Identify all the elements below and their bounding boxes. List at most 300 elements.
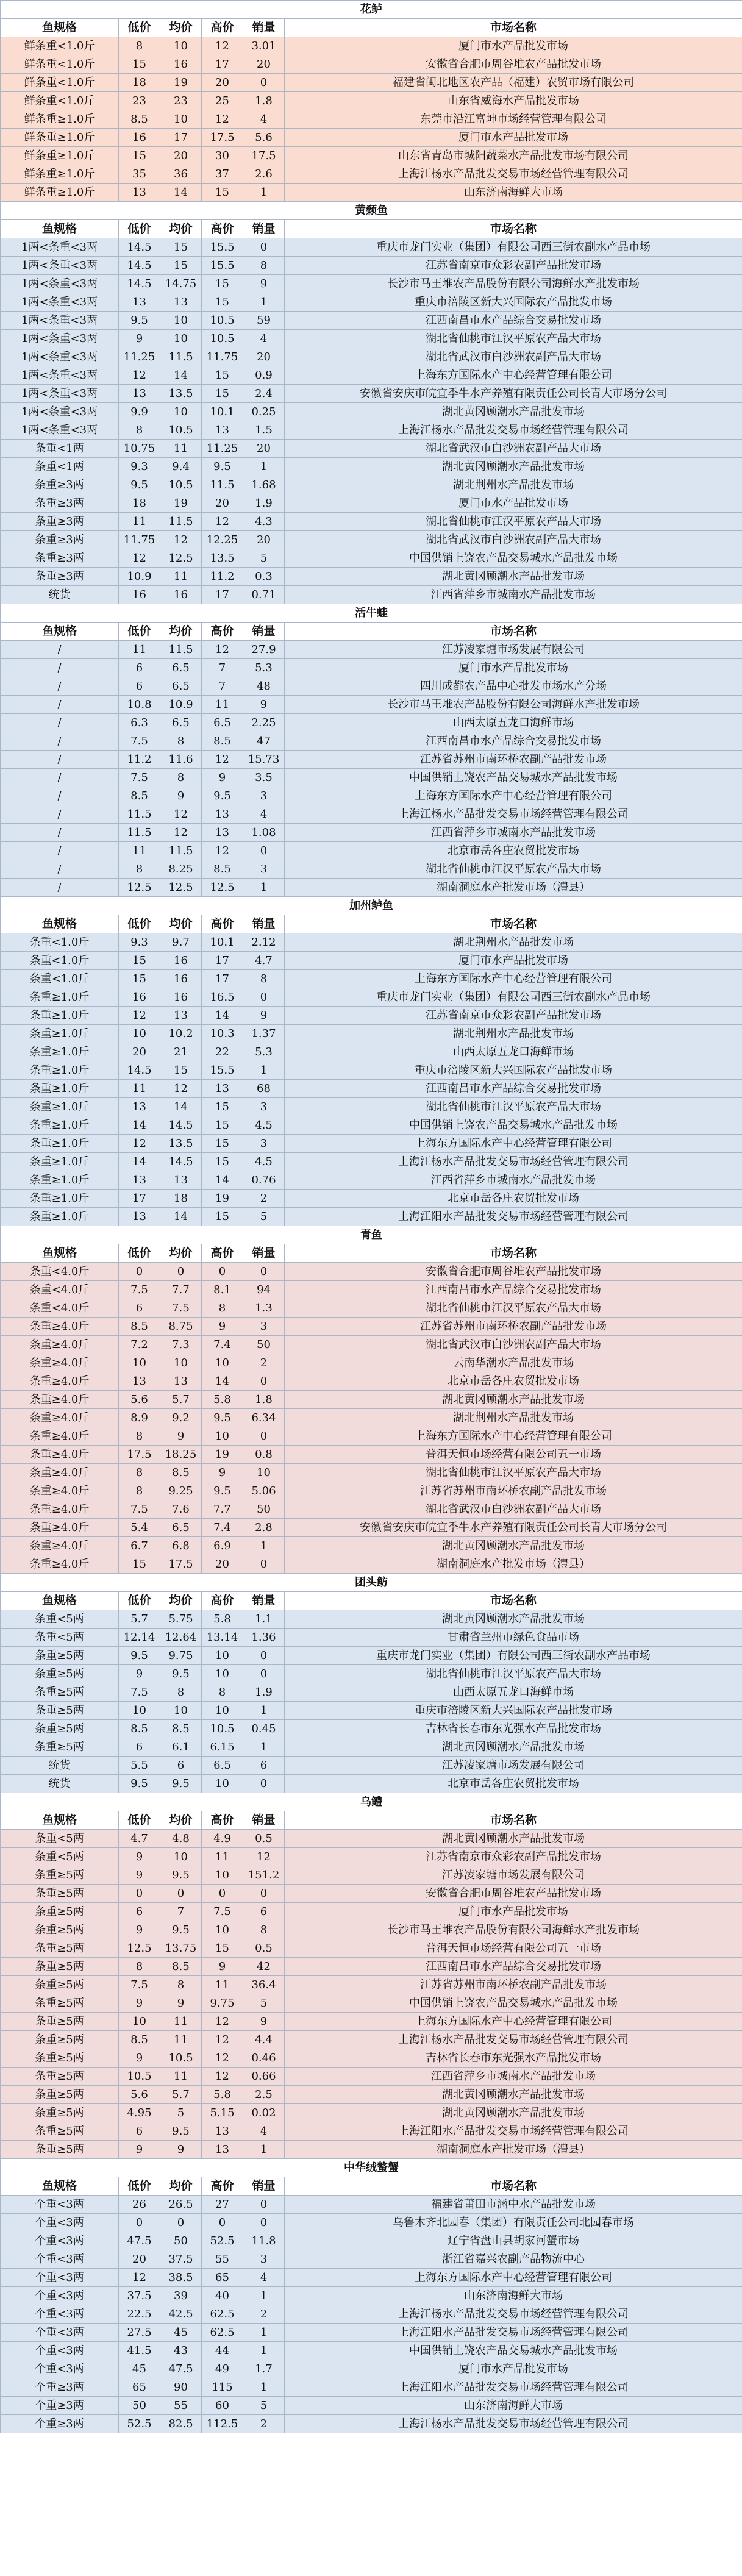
table-row bbox=[1, 2232, 742, 2250]
cell-high-price: 11.75 bbox=[202, 348, 243, 366]
cell-high-price: 6.5 bbox=[202, 1757, 243, 1775]
table-row bbox=[1, 2068, 742, 2086]
cell-volume: 9 bbox=[243, 696, 285, 714]
cell-spec: 条重≥4.0斤 bbox=[1, 1500, 119, 1519]
cell-spec: 条重≥5两 bbox=[1, 2104, 119, 2122]
cell-spec: 条重<1.0斤 bbox=[1, 933, 119, 952]
cell-avg-price: 50 bbox=[160, 2232, 202, 2250]
cell-high-price: 6.5 bbox=[202, 714, 243, 732]
table-row bbox=[1, 2031, 742, 2049]
cell-spec: 个重<3两 bbox=[1, 2196, 119, 2214]
cell-high-price: 10 bbox=[202, 1775, 243, 1793]
cell-low-price: 11 bbox=[119, 842, 160, 860]
cell-market: 湖北省仙桃市江汉平原农产品大市场 bbox=[285, 1464, 742, 1482]
section-title: 加州鲈鱼 bbox=[1, 897, 742, 915]
cell-avg-price: 16 bbox=[160, 988, 202, 1007]
header-low-price: 低价 bbox=[119, 623, 160, 641]
table-row bbox=[1, 1299, 742, 1318]
cell-market: 江苏省苏州市南环桥农副产品批发市场 bbox=[285, 1482, 742, 1500]
header-low-price: 低价 bbox=[119, 220, 160, 238]
cell-market: 江西南昌市水产品综合交易批发市场 bbox=[285, 1281, 742, 1299]
cell-spec: 条重≥5两 bbox=[1, 1683, 119, 1702]
cell-low-price: 9.9 bbox=[119, 403, 160, 421]
cell-low-price: 12.14 bbox=[119, 1629, 160, 1647]
cell-volume: 5.06 bbox=[243, 1482, 285, 1500]
cell-spec: 个重≥3两 bbox=[1, 2397, 119, 2415]
cell-avg-price: 9.5 bbox=[160, 2122, 202, 2141]
cell-avg-price: 36 bbox=[160, 165, 202, 184]
cell-volume: 0.25 bbox=[243, 403, 285, 421]
column-header-row bbox=[1, 2177, 742, 2196]
cell-low-price: 13 bbox=[119, 184, 160, 202]
cell-volume: 0.76 bbox=[243, 1171, 285, 1190]
cell-avg-price: 4.8 bbox=[160, 1830, 202, 1848]
cell-avg-price: 10.9 bbox=[160, 696, 202, 714]
cell-avg-price: 10.2 bbox=[160, 1025, 202, 1043]
cell-avg-price: 9.5 bbox=[160, 1866, 202, 1885]
cell-spec: 鲜条重≥1.0斤 bbox=[1, 129, 119, 147]
table-row bbox=[1, 2305, 742, 2324]
cell-market: 湖北省武汉市白沙洲农副产品大市场 bbox=[285, 531, 742, 549]
cell-spec: 1两<条重<3两 bbox=[1, 275, 119, 293]
cell-high-price: 5.8 bbox=[202, 2086, 243, 2104]
cell-low-price: 9.5 bbox=[119, 312, 160, 330]
cell-low-price: 10 bbox=[119, 1025, 160, 1043]
cell-avg-price: 12.5 bbox=[160, 549, 202, 568]
table-row bbox=[1, 1007, 742, 1025]
cell-low-price: 0 bbox=[119, 1885, 160, 1903]
cell-volume: 4.7 bbox=[243, 952, 285, 970]
cell-avg-price: 9.4 bbox=[160, 458, 202, 476]
cell-avg-price: 16 bbox=[160, 586, 202, 604]
cell-avg-price: 0 bbox=[160, 1885, 202, 1903]
cell-volume: 0 bbox=[243, 74, 285, 92]
cell-market: 上海江杨水产品批发交易市场经营管理有限公司 bbox=[285, 805, 742, 824]
cell-avg-price: 10 bbox=[160, 110, 202, 129]
header-low-price: 低价 bbox=[119, 19, 160, 37]
cell-market: 四川成都农产品中心批发市场水产分场 bbox=[285, 677, 742, 696]
cell-volume: 1 bbox=[243, 1537, 285, 1555]
section-title-row bbox=[1, 1226, 742, 1244]
cell-low-price: 65 bbox=[119, 2378, 160, 2397]
cell-market: 江西南昌市水产品综合交易批发市场 bbox=[285, 732, 742, 751]
header-volume: 销量 bbox=[243, 1592, 285, 1610]
cell-low-price: 10 bbox=[119, 1702, 160, 1720]
cell-volume: 1.3 bbox=[243, 1299, 285, 1318]
cell-volume: 17.5 bbox=[243, 147, 285, 165]
cell-low-price: 11 bbox=[119, 513, 160, 531]
header-high-price: 高价 bbox=[202, 1811, 243, 1830]
cell-spec: / bbox=[1, 860, 119, 879]
cell-high-price: 13 bbox=[202, 2122, 243, 2141]
header-low-price: 低价 bbox=[119, 1244, 160, 1263]
table-row bbox=[1, 696, 742, 714]
cell-high-price: 8 bbox=[202, 1299, 243, 1318]
table-row bbox=[1, 476, 742, 494]
cell-spec: 条重≥4.0斤 bbox=[1, 1464, 119, 1482]
cell-spec: 条重<1两 bbox=[1, 458, 119, 476]
cell-market: 上海江杨水产品批发交易市场经营管理有限公司 bbox=[285, 1153, 742, 1171]
cell-low-price: 8 bbox=[119, 1464, 160, 1482]
cell-market: 重庆市龙门实业（集团）有限公司西三街农副水产品市场 bbox=[285, 238, 742, 257]
cell-high-price: 15 bbox=[202, 385, 243, 403]
cell-market: 北京市岳各庄农贸批发市场 bbox=[285, 1190, 742, 1208]
cell-market: 中国供销上饶农产品交易城水产品批发市场 bbox=[285, 1994, 742, 2013]
cell-volume: 3.5 bbox=[243, 769, 285, 787]
header-low-price: 低价 bbox=[119, 1592, 160, 1610]
cell-low-price: 10.9 bbox=[119, 568, 160, 586]
cell-volume: 5 bbox=[243, 1994, 285, 2013]
table-row bbox=[1, 1994, 742, 2013]
cell-high-price: 7 bbox=[202, 659, 243, 677]
cell-spec: 个重<3两 bbox=[1, 2324, 119, 2342]
cell-high-price: 9 bbox=[202, 1464, 243, 1482]
cell-volume: 0 bbox=[243, 1555, 285, 1574]
cell-avg-price: 19 bbox=[160, 74, 202, 92]
cell-high-price: 27 bbox=[202, 2196, 243, 2214]
table-row bbox=[1, 2250, 742, 2269]
table-row bbox=[1, 74, 742, 92]
cell-volume: 50 bbox=[243, 1336, 285, 1354]
cell-low-price: 9 bbox=[119, 330, 160, 348]
cell-spec: 统货 bbox=[1, 1757, 119, 1775]
cell-high-price: 10 bbox=[202, 1702, 243, 1720]
cell-low-price: 22.5 bbox=[119, 2305, 160, 2324]
cell-volume: 6 bbox=[243, 1757, 285, 1775]
cell-market: 北京市岳各庄农贸批发市场 bbox=[285, 842, 742, 860]
cell-avg-price: 10 bbox=[160, 37, 202, 55]
table-row bbox=[1, 1683, 742, 1702]
table-row bbox=[1, 1610, 742, 1629]
cell-market: 山西太原五龙口海鲜市场 bbox=[285, 1043, 742, 1061]
cell-avg-price: 45 bbox=[160, 2324, 202, 2342]
cell-high-price: 15.5 bbox=[202, 1061, 243, 1080]
cell-spec: 条重<4.0斤 bbox=[1, 1263, 119, 1281]
header-high-price: 高价 bbox=[202, 1244, 243, 1263]
cell-volume: 12 bbox=[243, 1848, 285, 1866]
cell-volume: 1 bbox=[243, 1702, 285, 1720]
table-row bbox=[1, 1866, 742, 1885]
cell-volume: 20 bbox=[243, 440, 285, 458]
cell-volume: 1 bbox=[243, 184, 285, 202]
cell-low-price: 14.5 bbox=[119, 238, 160, 257]
cell-volume: 2.25 bbox=[243, 714, 285, 732]
cell-spec: 条重≥5两 bbox=[1, 2068, 119, 2086]
cell-avg-price: 6.8 bbox=[160, 1537, 202, 1555]
cell-spec: / bbox=[1, 659, 119, 677]
cell-market: 湖南洞庭水产批发市场（澧县） bbox=[285, 879, 742, 897]
header-avg-price: 均价 bbox=[160, 915, 202, 933]
cell-low-price: 5.4 bbox=[119, 1519, 160, 1537]
cell-volume: 0 bbox=[243, 1885, 285, 1903]
cell-low-price: 9.3 bbox=[119, 458, 160, 476]
cell-low-price: 18 bbox=[119, 74, 160, 92]
table-row bbox=[1, 1391, 742, 1409]
table-row bbox=[1, 1629, 742, 1647]
cell-high-price: 5.8 bbox=[202, 1391, 243, 1409]
cell-market: 湖北省仙桃市江汉平原农产品大市场 bbox=[285, 1299, 742, 1318]
cell-volume: 15.73 bbox=[243, 751, 285, 769]
cell-high-price: 17 bbox=[202, 952, 243, 970]
cell-volume: 0.45 bbox=[243, 1720, 285, 1738]
header-market: 市场名称 bbox=[285, 1811, 742, 1830]
cell-avg-price: 23 bbox=[160, 92, 202, 110]
cell-avg-price: 8 bbox=[160, 1976, 202, 1994]
cell-volume: 6 bbox=[243, 1903, 285, 1921]
cell-high-price: 12.25 bbox=[202, 531, 243, 549]
cell-volume: 27.9 bbox=[243, 641, 285, 659]
cell-avg-price: 6.5 bbox=[160, 714, 202, 732]
cell-high-price: 9 bbox=[202, 1318, 243, 1336]
cell-high-price: 52.5 bbox=[202, 2232, 243, 2250]
cell-avg-price: 14.75 bbox=[160, 275, 202, 293]
cell-low-price: 15 bbox=[119, 147, 160, 165]
cell-avg-price: 15 bbox=[160, 257, 202, 275]
cell-high-price: 9.75 bbox=[202, 1994, 243, 2013]
cell-spec: 1两<条重<3两 bbox=[1, 257, 119, 275]
cell-avg-price: 10 bbox=[160, 312, 202, 330]
column-header-row bbox=[1, 623, 742, 641]
cell-low-price: 9 bbox=[119, 1866, 160, 1885]
cell-spec: 1两<条重<3两 bbox=[1, 366, 119, 385]
cell-avg-price: 8.5 bbox=[160, 1464, 202, 1482]
cell-avg-price: 11 bbox=[160, 440, 202, 458]
header-avg-price: 均价 bbox=[160, 2177, 202, 2196]
cell-volume: 5 bbox=[243, 2397, 285, 2415]
table-row bbox=[1, 2415, 742, 2433]
cell-volume: 0 bbox=[243, 2214, 285, 2232]
table-row bbox=[1, 2378, 742, 2397]
cell-avg-price: 10 bbox=[160, 1848, 202, 1866]
cell-low-price: 9 bbox=[119, 2141, 160, 2159]
table-row bbox=[1, 238, 742, 257]
header-avg-price: 均价 bbox=[160, 623, 202, 641]
cell-market: 福建省闽北地区农产品（福建）农贸市场有限公司 bbox=[285, 74, 742, 92]
cell-high-price: 15 bbox=[202, 1098, 243, 1116]
cell-volume: 94 bbox=[243, 1281, 285, 1299]
cell-avg-price: 12 bbox=[160, 805, 202, 824]
cell-volume: 8 bbox=[243, 1921, 285, 1939]
cell-avg-price: 9.25 bbox=[160, 1482, 202, 1500]
cell-spec: 条重≥5两 bbox=[1, 1647, 119, 1665]
cell-spec: / bbox=[1, 842, 119, 860]
cell-spec: 条重≥1.0斤 bbox=[1, 1080, 119, 1098]
cell-high-price: 5.15 bbox=[202, 2104, 243, 2122]
table-row bbox=[1, 1958, 742, 1976]
cell-high-price: 30 bbox=[202, 147, 243, 165]
cell-avg-price: 9.5 bbox=[160, 1775, 202, 1793]
cell-volume: 4.4 bbox=[243, 2031, 285, 2049]
cell-spec: 条重≥5两 bbox=[1, 1939, 119, 1958]
cell-low-price: 11.25 bbox=[119, 348, 160, 366]
cell-high-price: 0 bbox=[202, 1885, 243, 1903]
cell-spec: 条重≥3两 bbox=[1, 568, 119, 586]
cell-low-price: 16 bbox=[119, 129, 160, 147]
cell-volume: 0.8 bbox=[243, 1446, 285, 1464]
cell-volume: 9 bbox=[243, 275, 285, 293]
cell-avg-price: 43 bbox=[160, 2342, 202, 2360]
cell-high-price: 55 bbox=[202, 2250, 243, 2269]
cell-volume: 50 bbox=[243, 1500, 285, 1519]
cell-avg-price: 10.5 bbox=[160, 476, 202, 494]
cell-high-price: 11 bbox=[202, 1848, 243, 1866]
cell-low-price: 14.5 bbox=[119, 257, 160, 275]
cell-spec: 条重≥1.0斤 bbox=[1, 1171, 119, 1190]
section-title: 活牛蛙 bbox=[1, 604, 742, 623]
cell-market: 江西省萍乡市城南水产品批发市场 bbox=[285, 1171, 742, 1190]
cell-avg-price: 11.5 bbox=[160, 348, 202, 366]
cell-low-price: 11.5 bbox=[119, 824, 160, 842]
cell-market: 厦门市水产品批发市场 bbox=[285, 129, 742, 147]
cell-high-price: 12 bbox=[202, 2049, 243, 2068]
cell-avg-price: 9.7 bbox=[160, 933, 202, 952]
table-row bbox=[1, 751, 742, 769]
table-row bbox=[1, 1116, 742, 1135]
cell-low-price: 7.5 bbox=[119, 1976, 160, 1994]
cell-volume: 3 bbox=[243, 1135, 285, 1153]
cell-volume: 3 bbox=[243, 787, 285, 805]
cell-high-price: 15 bbox=[202, 366, 243, 385]
cell-volume: 1 bbox=[243, 2141, 285, 2159]
cell-volume: 2.5 bbox=[243, 2086, 285, 2104]
cell-volume: 1.5 bbox=[243, 421, 285, 440]
cell-volume: 4.5 bbox=[243, 1153, 285, 1171]
cell-spec: 条重≥5两 bbox=[1, 2141, 119, 2159]
cell-high-price: 40 bbox=[202, 2287, 243, 2305]
header-volume: 销量 bbox=[243, 623, 285, 641]
cell-low-price: 8.9 bbox=[119, 1409, 160, 1427]
table-row bbox=[1, 257, 742, 275]
cell-volume: 1 bbox=[243, 2342, 285, 2360]
cell-low-price: 14.5 bbox=[119, 275, 160, 293]
table-row bbox=[1, 2214, 742, 2232]
cell-high-price: 13 bbox=[202, 1080, 243, 1098]
cell-high-price: 7.7 bbox=[202, 1500, 243, 1519]
cell-avg-price: 16 bbox=[160, 55, 202, 74]
cell-low-price: 17.5 bbox=[119, 1446, 160, 1464]
header-volume: 销量 bbox=[243, 915, 285, 933]
cell-market: 北京市岳各庄农贸批发市场 bbox=[285, 1372, 742, 1391]
cell-market: 厦门市水产品批发市场 bbox=[285, 494, 742, 513]
cell-market: 山东济南海鲜大市场 bbox=[285, 184, 742, 202]
cell-low-price: 12.5 bbox=[119, 879, 160, 897]
header-volume: 销量 bbox=[243, 1244, 285, 1263]
cell-market: 湖北黄冈顾潮水产品批发市场 bbox=[285, 2086, 742, 2104]
cell-avg-price: 8.5 bbox=[160, 1720, 202, 1738]
section-title: 中华绒螯蟹 bbox=[1, 2159, 742, 2177]
cell-low-price: 10 bbox=[119, 2013, 160, 2031]
table-body bbox=[1, 1, 742, 2433]
cell-low-price: 27.5 bbox=[119, 2324, 160, 2342]
cell-low-price: 12 bbox=[119, 1135, 160, 1153]
cell-low-price: 6 bbox=[119, 2122, 160, 2141]
header-avg-price: 均价 bbox=[160, 1592, 202, 1610]
cell-high-price: 8 bbox=[202, 1683, 243, 1702]
cell-avg-price: 12.5 bbox=[160, 879, 202, 897]
section-title-row bbox=[1, 1793, 742, 1811]
cell-volume: 48 bbox=[243, 677, 285, 696]
cell-volume: 1 bbox=[243, 1061, 285, 1080]
cell-low-price: 41.5 bbox=[119, 2342, 160, 2360]
cell-market: 湖南洞庭水产批发市场（澧县） bbox=[285, 1555, 742, 1574]
header-volume: 销量 bbox=[243, 2177, 285, 2196]
cell-high-price: 10 bbox=[202, 1665, 243, 1683]
cell-low-price: 50 bbox=[119, 2397, 160, 2415]
cell-spec: 条重≥5两 bbox=[1, 1994, 119, 2013]
cell-spec: 条重≥1.0斤 bbox=[1, 1208, 119, 1226]
table-row bbox=[1, 1903, 742, 1921]
table-row bbox=[1, 1098, 742, 1116]
table-row bbox=[1, 1446, 742, 1464]
cell-high-price: 15 bbox=[202, 1939, 243, 1958]
cell-spec: / bbox=[1, 787, 119, 805]
cell-market: 江西省萍乡市城南水产品批发市场 bbox=[285, 824, 742, 842]
cell-market: 上海东方国际水产中心经营管理有限公司 bbox=[285, 1427, 742, 1446]
header-high-price: 高价 bbox=[202, 2177, 243, 2196]
cell-low-price: 10.75 bbox=[119, 440, 160, 458]
cell-low-price: 47.5 bbox=[119, 2232, 160, 2250]
table-row bbox=[1, 2086, 742, 2104]
cell-market: 重庆市龙门实业（集团）有限公司西三街农副水产品市场 bbox=[285, 988, 742, 1007]
cell-market: 湖北黄冈顾潮水产品批发市场 bbox=[285, 458, 742, 476]
cell-low-price: 12 bbox=[119, 549, 160, 568]
cell-volume: 1.8 bbox=[243, 1391, 285, 1409]
cell-volume: 5.6 bbox=[243, 129, 285, 147]
cell-high-price: 16.5 bbox=[202, 988, 243, 1007]
cell-volume: 2 bbox=[243, 1190, 285, 1208]
table-row bbox=[1, 677, 742, 696]
table-row bbox=[1, 312, 742, 330]
cell-low-price: 6 bbox=[119, 1903, 160, 1921]
cell-market: 福建省莆田市涵中水产品批发市场 bbox=[285, 2196, 742, 2214]
table-row bbox=[1, 714, 742, 732]
cell-spec: 条重≥3两 bbox=[1, 549, 119, 568]
cell-volume: 4 bbox=[243, 330, 285, 348]
cell-spec: 个重<3两 bbox=[1, 2342, 119, 2360]
cell-market: 江苏省苏州市南环桥农副产品批发市场 bbox=[285, 1976, 742, 1994]
cell-low-price: 23 bbox=[119, 92, 160, 110]
cell-avg-price: 9 bbox=[160, 1994, 202, 2013]
cell-spec: 条重≥5两 bbox=[1, 1720, 119, 1738]
cell-volume: 0 bbox=[243, 2196, 285, 2214]
cell-low-price: 8.5 bbox=[119, 787, 160, 805]
cell-market: 江西省萍乡市城南水产品批发市场 bbox=[285, 586, 742, 604]
cell-low-price: 14 bbox=[119, 1153, 160, 1171]
cell-high-price: 12 bbox=[202, 751, 243, 769]
cell-volume: 5.3 bbox=[243, 1043, 285, 1061]
cell-market: 上海东方国际水产中心经营管理有限公司 bbox=[285, 787, 742, 805]
cell-low-price: 9.5 bbox=[119, 1775, 160, 1793]
cell-avg-price: 11 bbox=[160, 2013, 202, 2031]
cell-low-price: 8 bbox=[119, 860, 160, 879]
cell-avg-price: 6.1 bbox=[160, 1738, 202, 1757]
cell-high-price: 115 bbox=[202, 2378, 243, 2397]
cell-high-price: 15 bbox=[202, 1208, 243, 1226]
cell-volume: 0 bbox=[243, 1775, 285, 1793]
cell-low-price: 10.5 bbox=[119, 2068, 160, 2086]
cell-spec: 条重≥5两 bbox=[1, 1921, 119, 1939]
cell-low-price: 5.6 bbox=[119, 2086, 160, 2104]
cell-spec: 条重<1两 bbox=[1, 440, 119, 458]
cell-high-price: 9.5 bbox=[202, 1482, 243, 1500]
cell-low-price: 8.5 bbox=[119, 1720, 160, 1738]
table-row bbox=[1, 769, 742, 787]
cell-low-price: 15 bbox=[119, 55, 160, 74]
cell-high-price: 10 bbox=[202, 1921, 243, 1939]
cell-high-price: 7.5 bbox=[202, 1903, 243, 1921]
cell-avg-price: 0 bbox=[160, 2214, 202, 2232]
cell-high-price: 20 bbox=[202, 1555, 243, 1574]
